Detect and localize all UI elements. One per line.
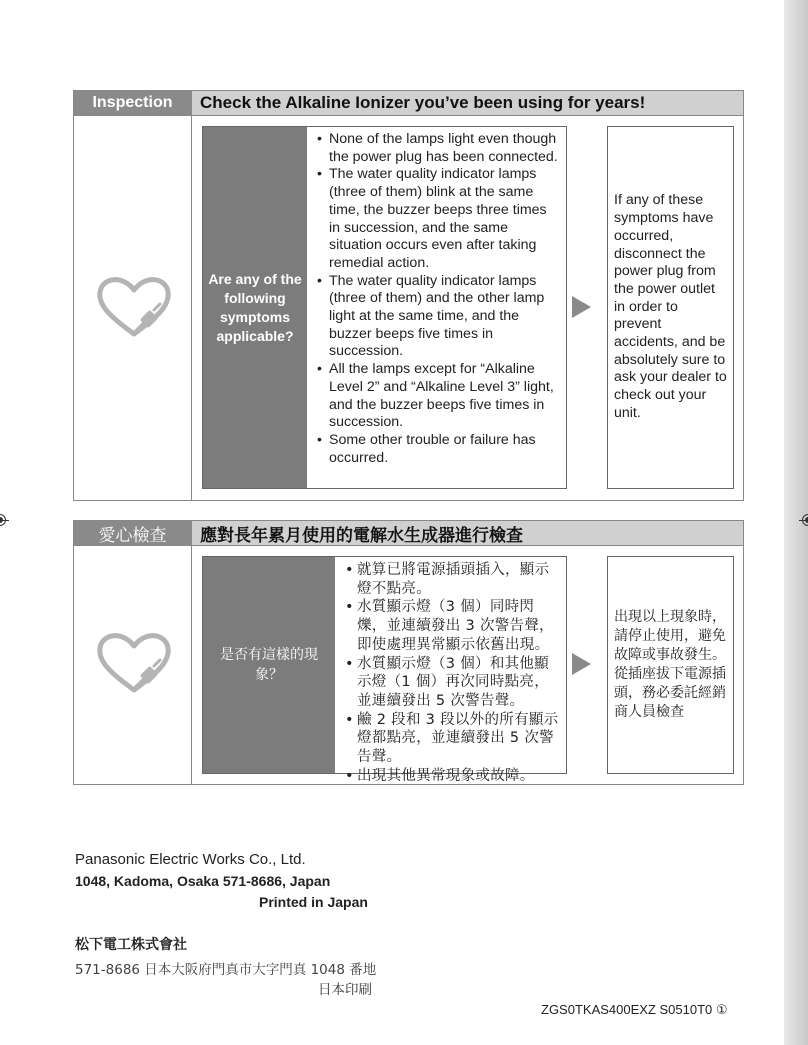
printed-in: Printed in Japan: [259, 894, 368, 910]
heart-plug-icon: [94, 272, 174, 342]
list-item: • 鹼 2 段和 3 段以外的所有顯示燈都點亮，並連續發出 5 次警告聲。: [343, 711, 560, 767]
column-divider: [191, 116, 192, 501]
section-body: [74, 116, 743, 501]
list-item: • 就算已將電源插頭插入，顯示燈不點亮。: [343, 561, 560, 598]
advice-box: [607, 126, 734, 489]
column-divider: [191, 546, 192, 785]
list-item: • The water quality indicator lamps (three of them) blink at the same time, the buzzer beeps three times in succession, and the same situation occurs even after taking remedial action.: [315, 166, 560, 272]
company-address: 1048, Kadoma, Osaka 571-8686, Japan: [75, 873, 331, 889]
section-title: 應對長年累月使用的電解水生成器進行檢查: [192, 521, 743, 545]
advice-box: [607, 556, 734, 774]
advice-text: 出現以上現象時，請停止使用，避免故障或事故發生。從插座拔下電源插頭，務必委託經銷商人員檢查: [614, 609, 726, 720]
section-title: Check the Alkaline Ionizer you’ve been using for years!: [192, 91, 743, 115]
symptoms-list: [335, 557, 566, 784]
symptoms-box: [202, 126, 567, 489]
inspection-section-en: [73, 90, 744, 501]
symptoms-box: [202, 556, 567, 784]
symptoms-list: [307, 127, 566, 488]
inspection-section-zh: [73, 520, 744, 785]
section-body: [74, 546, 743, 785]
symptoms-question: Are any of the following symptoms applicable?: [203, 127, 307, 488]
list-item: • All the lamps except for “Alkaline Level 2” and “Alkaline Level 3” light, and the buzzer beeps five times in succession.: [315, 361, 560, 432]
right-triangle-arrow-icon: [572, 653, 591, 675]
list-item: • Some other trouble or failure has occurred.: [315, 432, 560, 467]
section-header: [74, 91, 743, 116]
list-item: • The water quality indicator lamps (three of them) and the other lamp light at the same time, and the buzzer beeps five times in succession.: [315, 273, 560, 362]
registration-mark-icon: [0, 514, 6, 526]
company-name: Panasonic Electric Works Co., Ltd.: [75, 851, 306, 868]
list-item: • 出現其他異常現象或故障。: [343, 767, 560, 786]
advice-text: If any of these symptoms have occurred, disconnect the power plug from the power outlet in order to prevent accidents, and be absolutely sure to ask your dealer to check out your unit.: [614, 192, 727, 421]
section-tag: Inspection: [74, 91, 192, 115]
section-tag: 愛心檢查: [74, 521, 192, 545]
symptoms-question: 是否有這樣的現象？: [203, 557, 335, 773]
document-code: ZGS0TKAS400EXZ S0510T0 ①: [541, 1002, 728, 1017]
right-triangle-arrow-icon: [572, 296, 591, 318]
registration-mark-icon: [802, 514, 808, 526]
printed-in-jp: 日本印刷: [318, 982, 372, 998]
list-item: • 水質顯示燈（3 個）和其他顯示燈（1 個）再次同時點亮，並連續發出 5 次警告聲。: [343, 655, 560, 711]
section-header: [74, 521, 743, 546]
company-address-jp: 571-8686 日本大阪府門真市大字門真 1048 番地: [75, 962, 377, 978]
heart-plug-icon: [94, 628, 174, 698]
company-name-jp: 松下電工株式會社: [75, 937, 187, 953]
list-item: • 水質顯示燈（3 個）同時閃爍，並連續發出 3 次警告聲，即使處理異常顯示依舊出現。: [343, 598, 560, 654]
list-item: • None of the lamps light even though the power plug has been connected.: [315, 131, 560, 166]
